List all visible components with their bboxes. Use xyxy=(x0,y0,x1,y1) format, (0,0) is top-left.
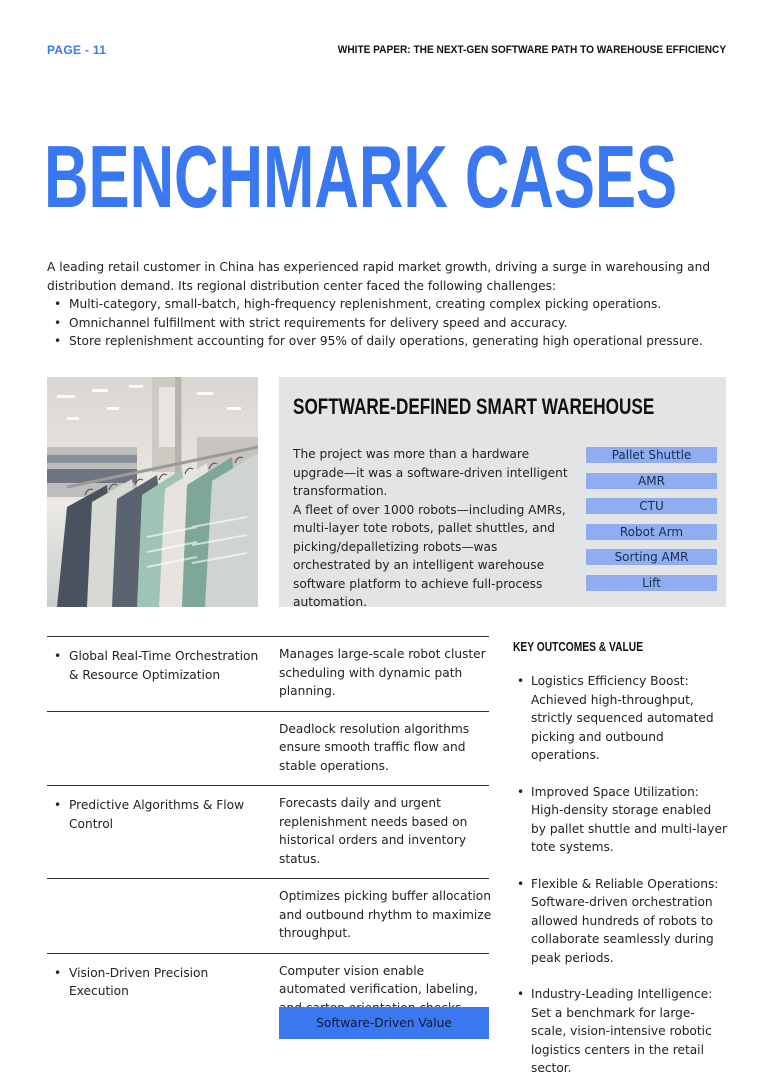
panel-title: SOFTWARE-DEFINED SMART WAREHOUSE xyxy=(293,394,655,419)
panel-text-intro: The project was more than a hardware upgrade—it was a software-driven intelligent transformation. xyxy=(293,447,568,498)
smart-warehouse-panel xyxy=(279,377,726,607)
row-description: Manages large-scale robot cluster scheduling with dynamic path planning. xyxy=(279,647,486,698)
row-description: Forecasts daily and urgent replenishment needs based on historical orders and inventory status. xyxy=(279,796,468,866)
row-capability: • Global Real-Time Orchestration & Resource Optimization xyxy=(47,647,267,684)
document-title: WHITE PAPER: THE NEXT-GEN SOFTWARE PATH TO WAREHOUSE EFFICIENCY xyxy=(337,44,726,56)
row-description: Deadlock resolution algorithms ensure smooth traffic flow and stable operations. xyxy=(279,721,470,773)
tag-lift: Lift xyxy=(586,575,717,591)
row-capability: • Vision-Driven Precision Execution xyxy=(47,964,267,1001)
row-description: Computer vision enable automated verification, labeling, xyxy=(279,963,478,996)
panel-description xyxy=(293,445,573,612)
list-item: • Logistics Efficiency Boost: Achieved high-throughput, strictly sequenced automated picking and outbound operations. xyxy=(513,672,728,765)
page-title: BENCHMARK CASES xyxy=(44,127,678,226)
tag-pallet-shuttle: Pallet Shuttle xyxy=(586,447,717,463)
list-item: • Omnichannel fulfillment with strict requirements for delivery speed and accuracy. xyxy=(47,314,737,333)
row-capability: • Predictive Algorithms & Flow Control xyxy=(47,796,267,833)
intro-paragraph: A leading retail customer in China has experienced rapid market growth, driving a surge in warehousing and distribution demand. Its regional distribution center faced the following challenges: xyxy=(47,260,711,293)
outcomes-title: KEY OUTCOMES & VALUE xyxy=(513,640,644,654)
table-row xyxy=(47,785,489,878)
robot-type-tags xyxy=(586,447,717,600)
panel-text-fleet: A fleet of over 1000 robots—including AMRs, multi-layer tote robots, pallet shuttles, and picking/depalletizing robots—was orchestrated by an intelligent warehouse software platform to achieve full-process automation. xyxy=(293,502,566,609)
table-row xyxy=(47,711,489,786)
list-item: • Industry-Leading Intelligence: Set a benchmark for large-scale, vision-intensive robotic logistics centers in the retail sector. xyxy=(513,985,728,1078)
list-item: • Flexible & Reliable Operations: Software-driven orchestration allowed hundreds of robots to collaborate seamlessly during peak periods. xyxy=(513,875,728,968)
table-row xyxy=(47,636,489,711)
page-number: PAGE - 11 xyxy=(47,43,107,57)
tag-sorting-amr: Sorting AMR xyxy=(586,549,717,565)
clothing-rack-illustration xyxy=(47,377,258,607)
tag-amr: AMR xyxy=(586,473,717,489)
tag-ctu: CTU xyxy=(586,498,717,514)
row-description: Optimizes picking buffer allocation and outbound rhythm to maximize throughput. xyxy=(279,889,492,940)
capabilities-table xyxy=(47,636,492,1027)
software-driven-value-label: Software-Driven Value xyxy=(279,1007,489,1039)
list-item: • Store replenishment accounting for over 95% of daily operations, generating high operational pressure. xyxy=(47,332,737,351)
outcomes-list xyxy=(513,672,728,1078)
intro-section xyxy=(47,258,737,351)
key-outcomes-section xyxy=(513,640,728,1086)
list-item: • Improved Space Utilization: High-density storage enabled by pallet shuttle and multi-layer tote systems. xyxy=(513,783,728,857)
clothing-rack-photo xyxy=(47,377,258,607)
tag-robot-arm: Robot Arm xyxy=(586,524,717,540)
list-item: • Multi-category, small-batch, high-frequency replenishment, creating complex picking operations. xyxy=(47,295,737,314)
challenges-list xyxy=(47,295,737,351)
table-row xyxy=(47,878,492,953)
